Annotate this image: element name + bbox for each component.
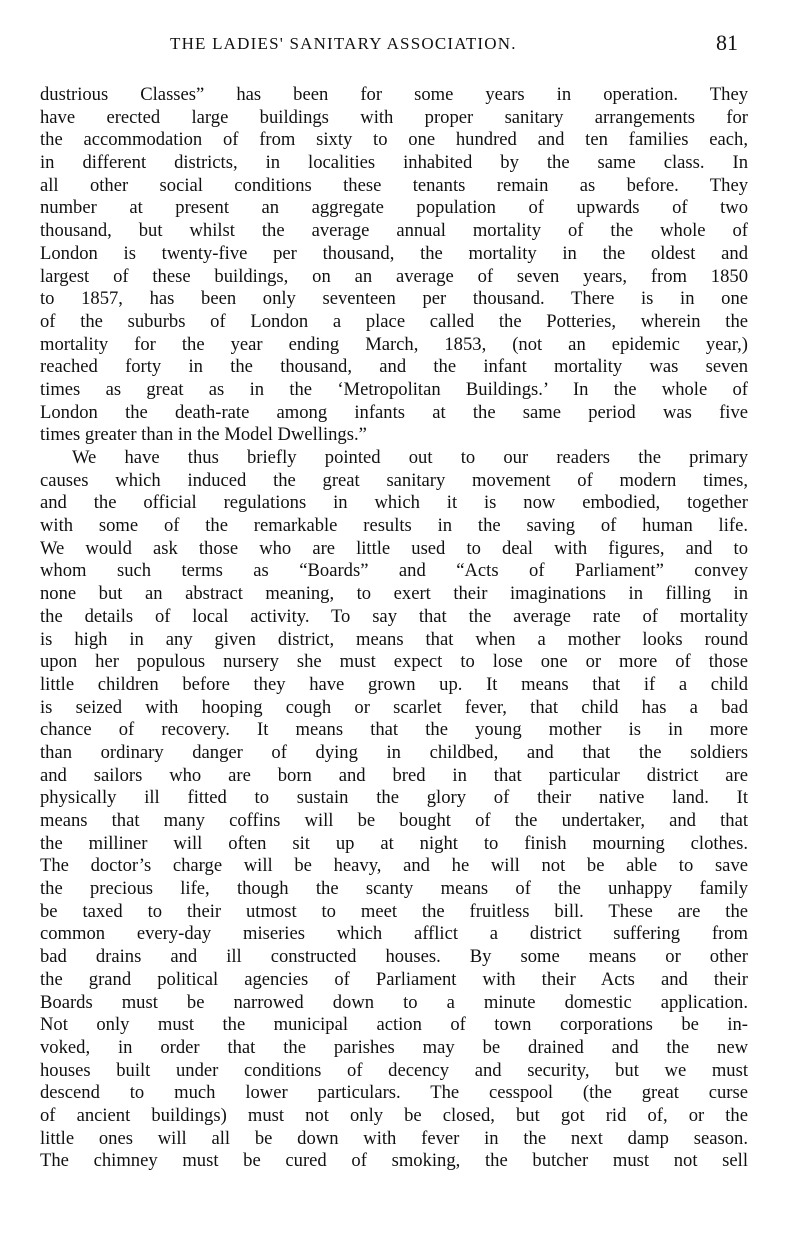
text-line: whom such terms as “Boards” and “Acts of Parliament” convey: [40, 560, 748, 582]
text-line: dustrious Classes” has been for some years in operation. They: [40, 84, 748, 105]
text-line: all other social conditions these tenants remain as before. They: [40, 174, 748, 196]
text-line: physically ill fitted to sustain the glory of their native land. It: [40, 787, 748, 809]
text-line: causes which induced the great sanitary movement of modern times,: [40, 469, 748, 491]
text-line: and sailors who are born and bred in that particular district are: [40, 764, 748, 786]
text-line: be taxed to their utmost to meet the fruitless bill. These are the: [40, 900, 748, 922]
running-head-title: THE LADIES' SANITARY ASSOCIATION.: [170, 34, 517, 53]
text-line: means that many coffins will be bought of the undertaker, and that: [40, 810, 748, 831]
text-line: and the official regulations in which it is now embodied, together: [40, 492, 748, 514]
text-line: is seized with hooping cough or scarlet fever, that child has a bad: [40, 696, 748, 718]
text-line: little children before they have grown up. It means that if a child: [40, 673, 748, 695]
text-line: number at present an aggregate population of upwards of two: [40, 197, 748, 219]
text-line: little ones will all be down with fever in the next damp season.: [40, 1127, 748, 1149]
page-number: 81: [716, 30, 738, 55]
text-line: common every-day miseries which afflict a district suffering from: [40, 923, 748, 945]
text-line: have erected large buildings with proper sanitary arrangements for: [40, 106, 748, 128]
text-line: houses built under conditions of decency and security, but we must: [40, 1059, 748, 1081]
text-line: bad drains and ill constructed houses. By some means or other: [40, 946, 748, 968]
paragraph-first-line: We have thus briefly pointed out to our readers the primary: [72, 447, 748, 468]
text-line: mortality for the year ending March, 1853, (not an epidemic year,): [40, 333, 748, 355]
text-line: the details of local activity. To say that the average rate of mortality: [40, 605, 748, 627]
paragraph-end-line: times greater than in the Model Dwellings.”: [40, 424, 367, 446]
text-line: descend to much lower particulars. The cesspool (the great curse: [40, 1082, 748, 1104]
text-line: the milliner will often sit up at night to finish mourning clothes.: [40, 832, 748, 854]
text-line: London the death-rate among infants at the same period was five: [40, 401, 748, 423]
text-line: to 1857, has been only seventeen per thousand. There is in one: [40, 288, 748, 310]
text-line: We would ask those who are little used to deal with figures, and to: [40, 537, 748, 559]
text-line: Boards must be narrowed down to a minute domestic application.: [40, 991, 748, 1013]
text-line: of ancient buildings) must not only be closed, but got rid of, or the: [40, 1104, 748, 1126]
text-line: in different districts, in localities inhabited by the same class. In: [40, 152, 748, 174]
text-line: the accommodation of from sixty to one hundred and ten families each,: [40, 129, 748, 151]
text-line: none but an abstract meaning, to exert their imaginations in filling in: [40, 583, 748, 605]
text-line: the grand political agencies of Parliament with their Acts and their: [40, 968, 748, 990]
text-line: times as great as in the ‘Metropolitan Buildings.’ In the whole of: [40, 378, 748, 400]
text-line: The chimney must be cured of smoking, the butcher must not sell: [40, 1150, 748, 1172]
text-line: The doctor’s charge will be heavy, and he will not be able to save: [40, 855, 748, 877]
body-text: [40, 84, 748, 1173]
text-line: voked, in order that the parishes may be drained and the new: [40, 1036, 748, 1058]
text-line: largest of these buildings, on an average of seven years, from 1850: [40, 265, 748, 287]
text-line: than ordinary danger of dying in childbed, and that the soldiers: [40, 741, 748, 763]
text-line: is high in any given district, means that when a mother looks round: [40, 628, 748, 650]
text-line: upon her populous nursery she must expect to lose one or more of those: [40, 651, 748, 673]
text-line: thousand, but whilst the average annual mortality of the whole of: [40, 220, 748, 242]
text-line: with some of the remarkable results in the saving of human life.: [40, 515, 748, 537]
text-line: the precious life, though the scanty means of the unhappy family: [40, 878, 748, 900]
text-line: London is twenty-five per thousand, the mortality in the oldest and: [40, 242, 748, 264]
text-line: Not only must the municipal action of town corporations be in-: [40, 1014, 748, 1036]
text-line: of the suburbs of London a place called the Potteries, wherein the: [40, 310, 748, 332]
text-line: reached forty in the thousand, and the infant mortality was seven: [40, 356, 748, 378]
text-line: chance of recovery. It means that the young mother is in more: [40, 719, 748, 741]
